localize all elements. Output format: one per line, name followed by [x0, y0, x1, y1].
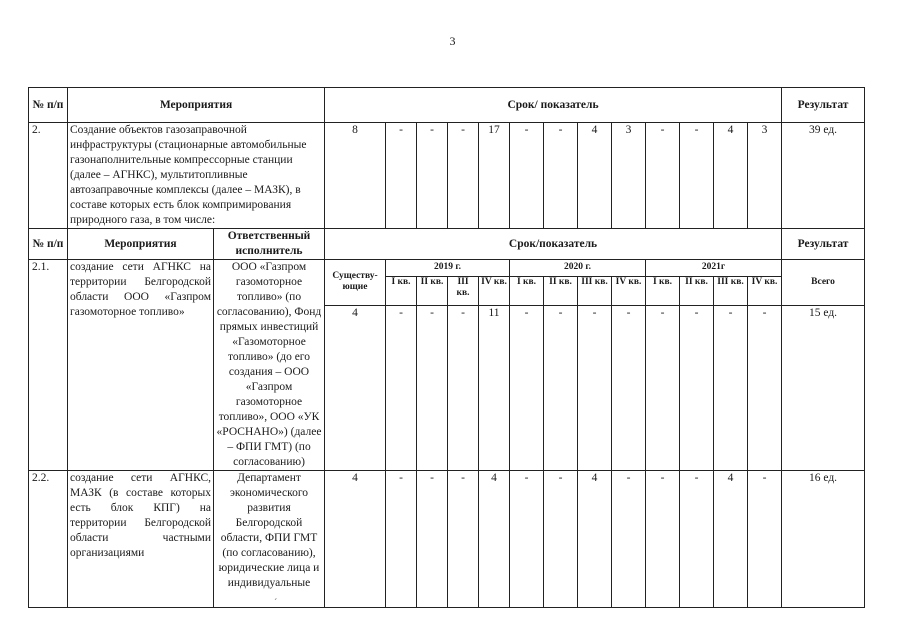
value-cell: - — [748, 305, 782, 470]
header-row-1 — [29, 88, 865, 123]
value-cell: - — [386, 471, 417, 608]
subheader-quarter: I кв. — [510, 276, 544, 305]
value-cell: - — [646, 305, 680, 470]
value-cell: - — [544, 471, 578, 608]
subheader-years-row — [29, 260, 865, 277]
value-cell: - — [646, 123, 680, 229]
subheader-year: 2021г — [646, 260, 782, 277]
value-cell: - — [448, 305, 479, 470]
subheader-year: 2020 г. — [510, 260, 646, 277]
value-cell: - — [612, 305, 646, 470]
scan-mark: ˊ — [274, 598, 278, 609]
row-number: 2. — [29, 123, 68, 229]
value-cell: - — [680, 471, 714, 608]
row-event-text: создание сети АГНКС на территории Белгородской области ООО «Газпром газомоторное топливо» — [68, 260, 214, 471]
value-cell: - — [448, 123, 479, 229]
subheader-total: Всего — [782, 260, 865, 306]
row-event-text: Создание объектов газозаправочной инфраструктуры (стационарные автомобильные газонаполнительные компрессорные станции (далее – АГНКС), мультитопливные автозаправочные комплексы (далее – МАЗК), в составе которых есть блок компримирования природного газа, в том числе: — [68, 123, 325, 229]
value-cell: - — [544, 123, 578, 229]
header-executor: Ответственный исполнитель — [214, 229, 325, 260]
value-cell: 4 — [578, 123, 612, 229]
value-cell: - — [510, 305, 544, 470]
row-result: 15 ед. — [782, 305, 865, 470]
value-cell: - — [748, 471, 782, 608]
value-existing: 4 — [325, 471, 386, 608]
events-table — [28, 87, 865, 608]
row-executor: Департамент экономического развития Белгородской области, ФПИ ГМТ (по согласованию), юридические лица и индивидуальные — [214, 471, 325, 608]
value-cell: - — [417, 305, 448, 470]
row-event-text: создание сети АГНКС, МАЗК (в составе которых есть блок КПГ) на территории Белгородской области частными организациями — [68, 471, 214, 608]
value-cell: 3 — [612, 123, 646, 229]
value-cell: - — [417, 123, 448, 229]
value-cell: 17 — [479, 123, 510, 229]
header-num: № п/п — [29, 88, 68, 123]
row-result: 39 ед. — [782, 123, 865, 229]
value-cell: 3 — [748, 123, 782, 229]
value-cell: - — [417, 471, 448, 608]
value-cell: - — [680, 305, 714, 470]
subheader-quarter: II кв. — [417, 276, 448, 305]
value-cell: - — [386, 123, 417, 229]
table-row — [29, 471, 865, 608]
subheader-year: 2019 г. — [386, 260, 510, 277]
header-event: Мероприятия — [68, 229, 214, 260]
row-result: 16 ед. — [782, 471, 865, 608]
value-cell: - — [510, 471, 544, 608]
header-period: Срок/ показатель — [325, 88, 782, 123]
value-cell: 11 — [479, 305, 510, 470]
value-cell: - — [714, 305, 748, 470]
header-result: Результат — [782, 229, 865, 260]
subheader-quarter: II кв. — [544, 276, 578, 305]
value-cell: - — [680, 123, 714, 229]
value-cell: - — [612, 471, 646, 608]
subheader-quarter: III кв. — [448, 276, 479, 305]
subheader-quarter: I кв. — [386, 276, 417, 305]
subheader-existing: Существу-ющие — [325, 260, 386, 306]
header-period: Срок/показатель — [325, 229, 782, 260]
table-row — [29, 123, 865, 229]
subheader-quarter: IV кв. — [479, 276, 510, 305]
value-existing: 4 — [325, 305, 386, 470]
subheader-quarter: III кв. — [714, 276, 748, 305]
value-cell: - — [510, 123, 544, 229]
page-number: 3 — [449, 34, 456, 48]
subheader-quarter: I кв. — [646, 276, 680, 305]
value-cell: - — [578, 305, 612, 470]
subheader-quarter: IV кв. — [612, 276, 646, 305]
subheader-quarter: III кв. — [578, 276, 612, 305]
value-cell: - — [386, 305, 417, 470]
value-cell: 4 — [714, 471, 748, 608]
header-result: Результат — [782, 88, 865, 123]
value-cell: - — [448, 471, 479, 608]
header-num: № п/п — [29, 229, 68, 260]
value-cell: - — [646, 471, 680, 608]
value-cell: 4 — [479, 471, 510, 608]
row-executor: ООО «Газпром газомоторное топливо» (по согласованию), Фонд прямых инвестиций «Газомоторное топливо» (до его создания – ООО «Газпром газомоторное топливо», ООО «УК «РОСНАНО») (далее – ФПИ ГМТ) (по согласованию) — [214, 260, 325, 471]
value-cell: 4 — [714, 123, 748, 229]
subheader-quarter: II кв. — [680, 276, 714, 305]
value-existing: 8 — [325, 123, 386, 229]
row-number: 2.2. — [29, 471, 68, 608]
subheader-quarter: IV кв. — [748, 276, 782, 305]
header-event: Мероприятия — [68, 88, 325, 123]
header-row-2 — [29, 229, 865, 260]
value-cell: 4 — [578, 471, 612, 608]
row-number: 2.1. — [29, 260, 68, 471]
value-cell: - — [544, 305, 578, 470]
